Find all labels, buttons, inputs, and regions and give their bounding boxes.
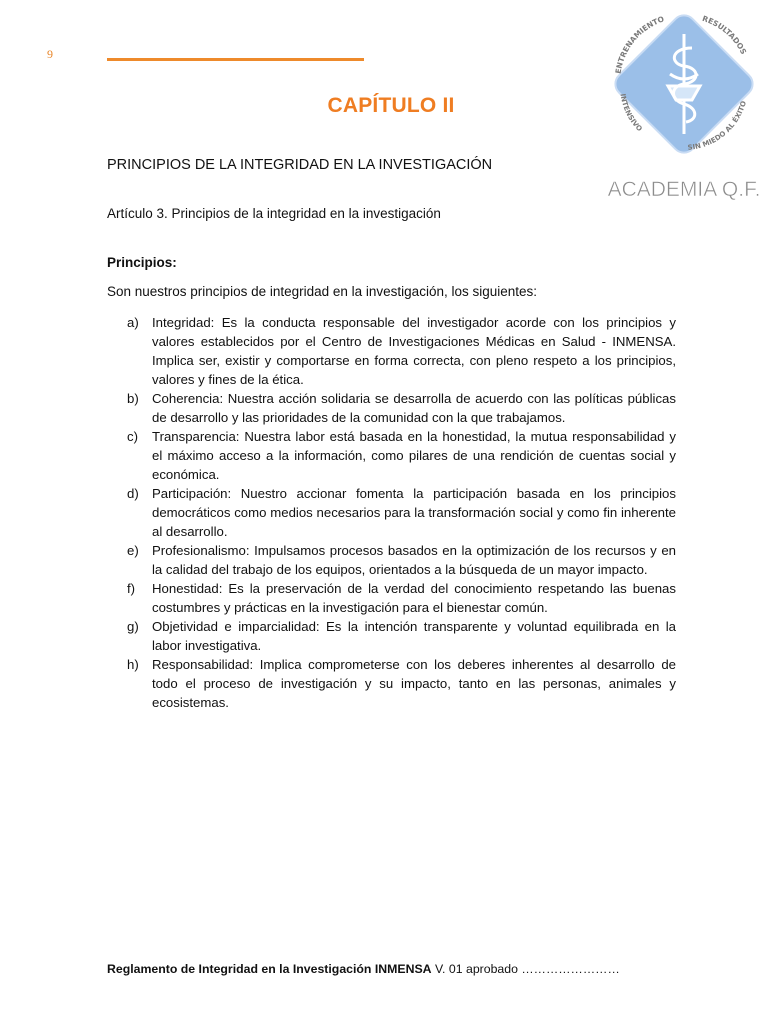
chapter-title: CAPÍTULO II xyxy=(327,94,455,117)
list-marker: b) xyxy=(127,391,139,406)
list-marker: a) xyxy=(127,315,139,330)
page-number: 9 xyxy=(47,47,53,61)
principle-item-a xyxy=(107,313,676,389)
principles-list xyxy=(107,313,676,712)
list-marker: d) xyxy=(127,486,139,501)
principle-text: Honestidad: Es la preservación de la verdad del conocimiento respetando las buenas costumbres y prácticas en la investigación para el bienestar común. xyxy=(152,581,676,615)
article-title: Artículo 3. Principios de la integridad en la investigación xyxy=(107,206,441,221)
principles-heading: Principios: xyxy=(107,255,177,270)
principle-item-h xyxy=(107,655,676,712)
principle-item-c xyxy=(107,427,676,484)
principle-item-e xyxy=(107,541,676,579)
principle-text: Transparencia: Nuestra labor está basada en la honestidad, la mutua responsabilidad y el máximo acceso a la información, como pilares de una rendición de cuentas social y económica. xyxy=(152,429,676,482)
page-footer xyxy=(107,962,620,976)
principle-text: Coherencia: Nuestra acción solidaria se desarrolla de acuerdo con las políticas públicas de desarrollo y las prioridades de la comunidad con la que trabajamos. xyxy=(152,391,676,425)
logo-wordmark: ACADEMIA Q.F. xyxy=(607,178,761,201)
principle-text: Objetividad e imparcialidad: Es la intención transparente y voluntad equilibrada en la labor investigativa. xyxy=(152,619,676,653)
header-rule xyxy=(107,58,364,61)
principle-item-f xyxy=(107,579,676,617)
list-marker: c) xyxy=(127,429,138,444)
list-marker: e) xyxy=(127,543,139,558)
logo-arc-text-top-left: ENTRENAMIENTO xyxy=(613,14,666,75)
principle-item-g xyxy=(107,617,676,655)
list-marker: h) xyxy=(127,657,139,672)
footer-version: V. 01 aprobado …………………… xyxy=(431,962,620,976)
list-marker: g) xyxy=(127,619,139,634)
principle-item-d xyxy=(107,484,676,541)
section-title: PRINCIPIOS DE LA INTEGRIDAD EN LA INVESTIGACIÓN xyxy=(107,157,493,173)
logo-arc-text-top-right: RESULTADOS xyxy=(701,13,749,56)
principle-text: Participación: Nuestro accionar fomenta la participación basada en los principios democráticos como medios necesarios para la transformación social y como fin inherente al desarrollo. xyxy=(152,486,676,539)
intro-paragraph: Son nuestros principios de integridad en la investigación, los siguientes: xyxy=(107,284,538,299)
footer-document-title: Reglamento de Integridad en la Investigación INMENSA xyxy=(107,962,432,976)
list-marker: f) xyxy=(127,581,136,596)
logo-arc-text-bottom-right: SIN MIEDO AL ÉXITO xyxy=(687,100,749,152)
principle-text: Responsabilidad: Implica comprometerse con los deberes inherentes al desarrollo de todo el proceso de investigación y su impacto, tanto en las personas, animales y ecosistemas. xyxy=(152,657,676,710)
principle-item-b xyxy=(107,389,676,427)
principle-text: Integridad: Es la conducta responsable del investigador acorde con los principios y valores establecidos por el Centro de Investigaciones Médicas en Salud - INMENSA. Implica ser, existir y comportarse en forma correcta, con pleno respeto a los principios, valores y fines de la ética. xyxy=(152,315,676,387)
logo-arc-text-bottom-left: INTENSIVO xyxy=(618,93,644,134)
principle-text: Profesionalismo: Impulsamos procesos basados en la optimización de los recursos y en la calidad del trabajo de los equipos, orientados a la búsqueda de un mayor impacto. xyxy=(152,543,676,577)
